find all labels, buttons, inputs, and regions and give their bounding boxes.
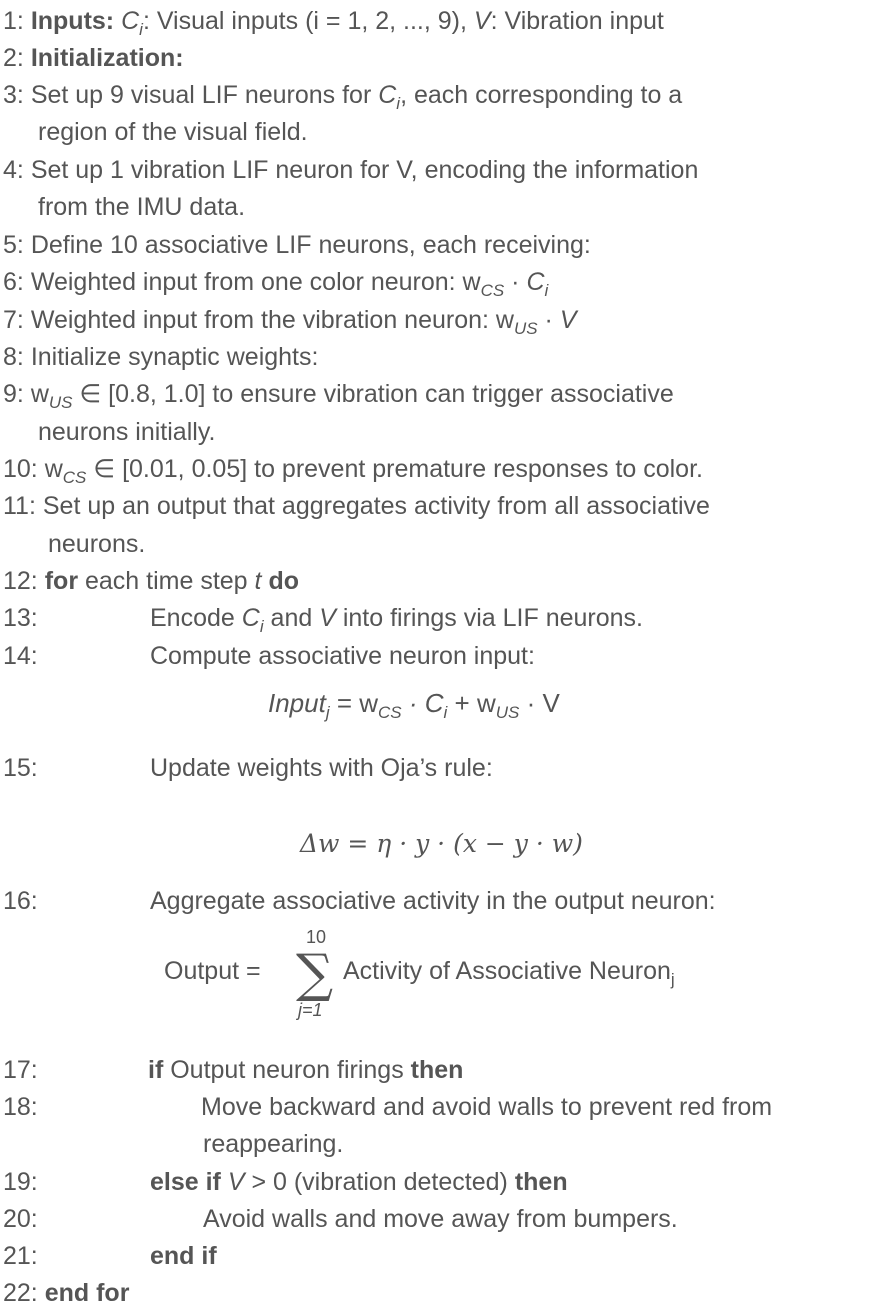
line-20-body (203, 1204, 678, 1234)
text: : Vibration input (490, 7, 664, 35)
line-14-body (150, 641, 535, 671)
line-9 (3, 379, 674, 412)
line-12 (3, 566, 299, 596)
text: Compute associative neuron input: (150, 642, 535, 670)
text: Weighted input from the vibration neuron: w (30, 306, 514, 334)
line-7 (3, 305, 577, 338)
keyword-then: then (514, 1168, 568, 1196)
var-v: V (559, 306, 577, 334)
text: region of the visual field. (38, 118, 308, 146)
text: Set up 9 visual LIF neurons for (30, 81, 379, 109)
line-15-body (150, 753, 493, 783)
text: each time step (78, 567, 255, 595)
line-number: 21: (3, 1242, 38, 1270)
line-1 (3, 6, 664, 39)
line-20 (3, 1204, 38, 1234)
line-17-body (148, 1055, 463, 1085)
line-number: 1: (3, 7, 24, 35)
text: w (30, 380, 49, 408)
sub-us: US (48, 393, 73, 412)
line-number: 5: (3, 231, 24, 259)
text: Aggregate associative activity in the output neuron: (150, 887, 716, 915)
line-2 (3, 43, 184, 73)
line-11-cont (48, 529, 145, 559)
sub-cs: CS (480, 281, 505, 300)
line-number: 8: (3, 343, 24, 371)
var-t: t (254, 567, 262, 595)
line-10 (3, 454, 703, 487)
sub-i: i (396, 94, 401, 113)
line-19-body (150, 1167, 568, 1197)
text: > 0 (vibration detected) (244, 1168, 515, 1196)
line-13-body (150, 603, 643, 636)
eq-text: + w (447, 688, 496, 718)
text: Output neuron firings (163, 1056, 411, 1084)
eq-text: Output = (164, 957, 261, 985)
text: Encode (150, 604, 242, 632)
eq-text: = w (329, 688, 379, 718)
line-number: 22: (3, 1279, 38, 1307)
sub-i: i (259, 617, 264, 636)
line-4 (3, 155, 698, 185)
equation-output-rhs (343, 957, 675, 989)
var-c: C (526, 268, 545, 296)
keyword-then: then (410, 1056, 464, 1084)
line-number: 3: (3, 81, 24, 109)
var-c: C (121, 7, 140, 35)
line-6 (3, 267, 548, 300)
text: w (44, 455, 63, 483)
line-5 (3, 230, 591, 260)
keyword-else-if: else if (150, 1168, 221, 1196)
var-v: V (227, 1168, 245, 1196)
sum-lower-limit: j=1 (298, 1000, 323, 1020)
eq-text: · V (519, 688, 560, 718)
sub-cs: CS (378, 703, 402, 722)
text: Weighted input from one color neuron: w (30, 268, 481, 296)
line-number: 4: (3, 156, 24, 184)
line-18-cont (203, 1129, 343, 1159)
eq-text: Δw = η · y · (x − y · w) (300, 829, 583, 858)
line-16-body (150, 886, 716, 916)
text: neurons. (48, 530, 146, 558)
sigma-symbol: ∑ (296, 944, 334, 1004)
sub-i: i (139, 20, 143, 39)
sub-j: j (325, 703, 330, 722)
eq-text: Activity of Associative Neuron (343, 957, 671, 985)
line-number: 14: (3, 642, 38, 670)
text: Set up an output that aggregates activity from all associative (42, 492, 710, 520)
text: Avoid walls and move away from bumpers. (203, 1205, 678, 1233)
text: reappearing. (203, 1130, 344, 1158)
text: from the IMU data. (38, 193, 246, 221)
line-number: 9: (3, 380, 24, 408)
keyword-end-for: end for (44, 1279, 130, 1307)
keyword-if: if (148, 1056, 164, 1084)
var-c: C (241, 604, 260, 632)
line-number: 19: (3, 1168, 38, 1196)
line-9-cont (38, 417, 215, 447)
line-number: 16: (3, 887, 38, 915)
line-19 (3, 1167, 38, 1197)
text: Update weights with Oja’s rule: (150, 754, 493, 782)
line-14 (3, 641, 38, 671)
text: neurons initially. (38, 418, 216, 446)
eq-text: Input (268, 688, 326, 718)
line-11 (3, 491, 710, 521)
text: : Visual inputs (i = 1, 2, ..., 9), (142, 7, 474, 35)
line-18 (3, 1092, 38, 1122)
text: ∈ [0.8, 1.0] to ensure vibration can trigger associative (72, 380, 674, 408)
sub-i: i (443, 703, 448, 722)
line-number: 17: (3, 1056, 38, 1084)
keyword-end-if: end if (150, 1242, 217, 1270)
line-3-cont (38, 117, 308, 147)
text: · (537, 306, 560, 334)
sub-us: US (513, 319, 538, 338)
initialization-label: Initialization: (30, 44, 184, 72)
var-c: C (378, 81, 397, 109)
text: Initialize synaptic weights: (30, 343, 319, 371)
sub-i: i (544, 281, 549, 300)
var-v: V (473, 7, 491, 35)
text: ∈ [0.01, 0.05] to prevent premature responses to color. (86, 455, 703, 483)
eq-text: · C (401, 688, 444, 718)
text: Define 10 associative LIF neurons, each receiving: (30, 231, 591, 259)
var-v: V (319, 604, 336, 632)
line-number: 12: (3, 567, 38, 595)
line-8 (3, 342, 318, 372)
line-21 (3, 1241, 38, 1271)
text: , each corresponding to a (400, 81, 683, 109)
keyword-for: for (44, 567, 79, 595)
line-16 (3, 886, 38, 916)
equation-input (268, 688, 560, 722)
line-number: 15: (3, 754, 38, 782)
line-number: 10: (3, 455, 38, 483)
line-15 (3, 753, 38, 783)
keyword-do: do (268, 567, 299, 595)
equation-output-lhs (164, 957, 261, 986)
inputs-label: Inputs: (30, 7, 115, 35)
line-number: 13: (3, 604, 38, 632)
line-number: 6: (3, 268, 24, 296)
line-3 (3, 80, 682, 113)
line-17 (3, 1055, 38, 1085)
sub-cs: CS (62, 468, 87, 487)
text: · (504, 268, 527, 296)
line-18-body (201, 1092, 772, 1122)
equation-oja (300, 829, 583, 858)
line-13 (3, 603, 38, 633)
line-number: 20: (3, 1205, 38, 1233)
text: and (263, 604, 320, 632)
line-22 (3, 1278, 129, 1308)
sub-us: US (495, 703, 520, 722)
line-4-cont (38, 192, 245, 222)
text: Set up 1 vibration LIF neuron for V, encoding the information (30, 156, 699, 184)
sum-upper-limit: 10 (306, 927, 327, 947)
line-number: 2: (3, 44, 24, 72)
line-number: 11: (3, 492, 36, 520)
line-number: 18: (3, 1093, 38, 1121)
text: into firings via LIF neurons. (335, 604, 643, 632)
sub-j: j (670, 970, 675, 989)
text: Move backward and avoid walls to prevent red from (201, 1093, 773, 1121)
line-21-body (150, 1241, 217, 1271)
line-number: 7: (3, 306, 24, 334)
